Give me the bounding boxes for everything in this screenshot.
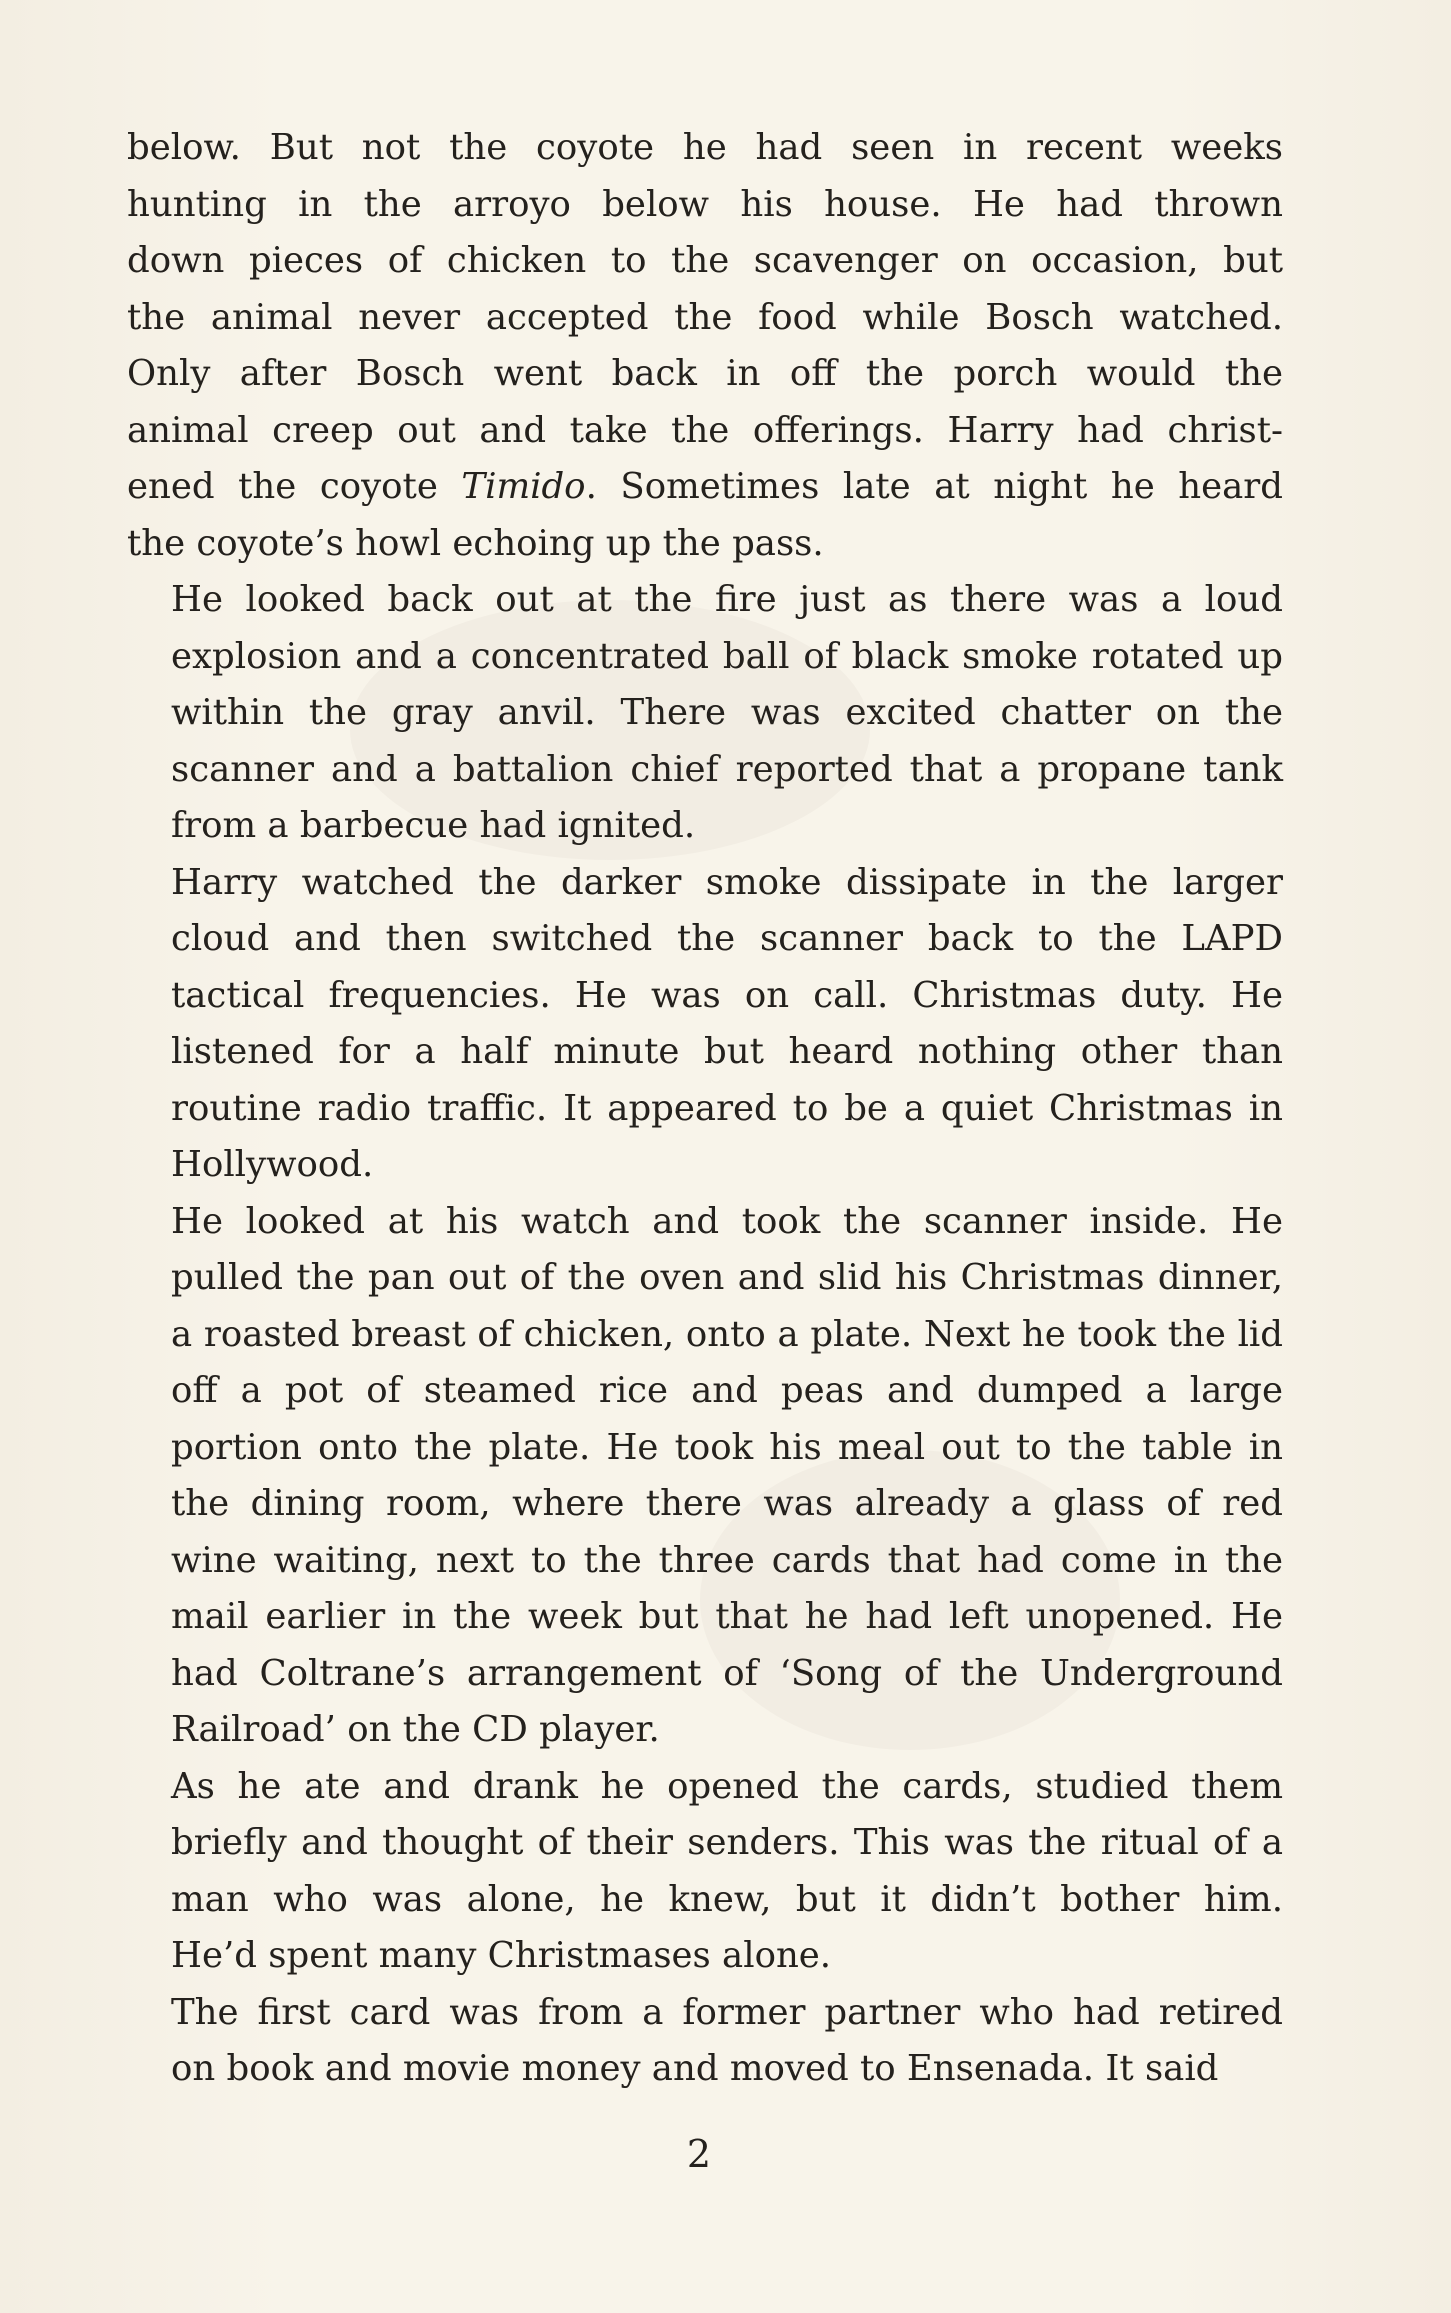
paragraph <box>127 1759 1283 1985</box>
text-line: routine radio traffic. It appeared to be a quiet Christmas in <box>171 1087 1283 1129</box>
paragraph <box>127 120 1283 572</box>
text-line: explosion and a concentrated ball of black smoke rotated up <box>171 635 1283 677</box>
text-line: had Coltrane’s arrangement of ‘Song of the Underground <box>171 1652 1283 1694</box>
text-line: hunting in the arroyo below his house. He had thrown <box>127 183 1283 225</box>
text-line: wine waiting, next to the three cards that had come in the <box>171 1539 1283 1581</box>
text-line: Railroad’ on the CD player. <box>171 1709 660 1750</box>
text-line: from a barbecue had ignited. <box>171 805 696 846</box>
body-text <box>127 120 1283 2098</box>
text-line: animal creep out and take the offerings. Harry had christ- <box>127 409 1283 451</box>
text-line: He looked at his watch and took the scanner inside. He <box>171 1200 1283 1242</box>
text-line: man who was alone, he knew, but it didn’t bother him. <box>171 1878 1283 1920</box>
text-line: portion onto the plate. He took his meal out to the table in <box>171 1426 1283 1468</box>
text-line: Harry watched the darker smoke dissipate in the larger <box>171 861 1283 903</box>
text-line: the dining room, where there was already a glass of red <box>171 1483 1283 1524</box>
text-line: He looked back out at the fire just as there was a loud <box>171 579 1283 620</box>
paragraph <box>127 572 1283 855</box>
text-line: off a pot of steamed rice and peas and dumped a large <box>171 1370 1283 1411</box>
text-line: Only after Bosch went back in off the porch would the <box>127 353 1283 394</box>
text-line: pulled the pan out of the oven and slid his Christmas dinner, <box>171 1257 1283 1298</box>
text-segment: ened the coyote <box>127 466 462 507</box>
paragraph <box>127 1985 1283 2098</box>
text-segment: . Sometimes late at night he heard <box>585 466 1284 507</box>
text-line: a roasted breast of chicken, onto a plate. Next he took the lid <box>171 1313 1283 1355</box>
text-line: the animal never accepted the food while Bosch watched. <box>127 296 1283 338</box>
text-line: briefly and thought of their senders. This was the ritual of a <box>171 1822 1283 1863</box>
page-number: 2 <box>686 2132 712 2176</box>
text-line: Hollywood. <box>171 1144 374 1185</box>
text-line: the coyote’s howl echoing up the pass. <box>127 522 824 564</box>
text-line: within the gray anvil. There was excited chatter on the <box>171 692 1283 733</box>
text-line: listened for a half minute but heard nothing other than <box>171 1031 1283 1072</box>
text-line: As he ate and drank he opened the cards, studied them <box>171 1765 1283 1807</box>
text-line: down pieces of chicken to the scavenger on occasion, but <box>127 240 1283 281</box>
text-line: scanner and a battalion chief reported that a propane tank <box>171 748 1283 790</box>
paragraph <box>127 855 1283 1194</box>
text-line: on book and movie money and moved to Ensenada. It said <box>171 2048 1219 2089</box>
text-line: mail earlier in the week but that he had left unopened. He <box>171 1596 1283 1637</box>
text-line: below. But not the coyote he had seen in recent weeks <box>127 127 1283 168</box>
text-line: cloud and then switched the scanner back to the LAPD <box>171 918 1283 959</box>
text-line: tactical frequencies. He was on call. Christmas duty. He <box>171 974 1283 1016</box>
text-line: He’d spent many Christmases alone. <box>171 1935 832 1976</box>
italic-word: Timido <box>461 466 586 507</box>
text-line: The first card was from a former partner who had retired <box>171 1991 1283 2033</box>
text-line <box>127 459 1283 516</box>
paragraph <box>127 1194 1283 1759</box>
